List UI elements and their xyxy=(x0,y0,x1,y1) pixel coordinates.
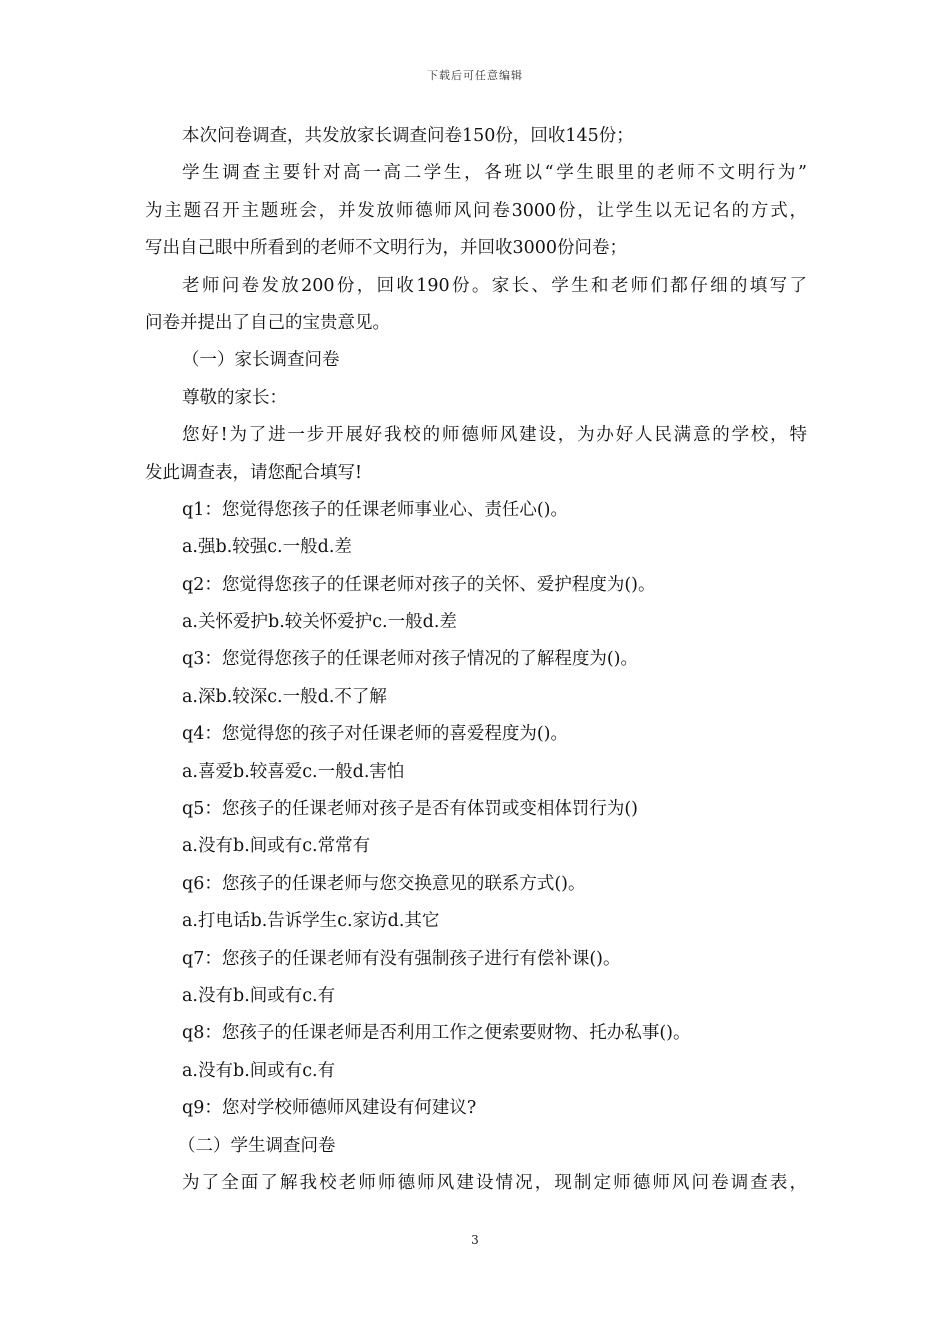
question-line: q3：您觉得您孩子的任课老师对孩子情况的了解程度为()。 xyxy=(182,649,638,670)
text-line: 问卷并提出了自己的宝贵意见。 xyxy=(145,312,390,333)
text-line: 您好!为了进一步开展好我校的师德师风建设，为办好人民满意的学校，特 xyxy=(182,425,807,446)
answer-options: a.没有b.间或有c.有 xyxy=(182,1060,336,1081)
section-heading: （一）家长调查问卷 xyxy=(182,350,340,371)
text-line: 学生调查主要针对高一高二学生，各班以“学生眼里的老师不文明行为” xyxy=(182,163,807,184)
text-line: 发此调查表，请您配合填写! xyxy=(145,462,363,483)
text-line: 本次问卷调查，共发放家长调查问卷150份，回收145份； xyxy=(182,126,634,146)
answer-options: a.深b.较深c.一般d.不了解 xyxy=(182,686,387,707)
answer-options: a.没有b.间或有c.有 xyxy=(182,985,336,1006)
question-line: q4：您觉得您的孩子对任课老师的喜爱程度为()。 xyxy=(182,724,568,745)
question-line: q9：您对学校师德师风建设有何建议? xyxy=(182,1098,477,1119)
question-line: q1：您觉得您孩子的任课老师事业心、责任心()。 xyxy=(182,499,568,520)
question-line: q7：您孩子的任课老师有没有强制孩子进行有偿补课()。 xyxy=(182,948,621,969)
text-line: 尊敬的家长： xyxy=(182,387,287,408)
answer-options: a.强b.较强c.一般d.差 xyxy=(182,537,352,558)
text-line: 为了全面了解我校老师师德师风建设情况，现制定师德师风问卷调查表， xyxy=(182,1172,807,1193)
text-line: 为主题召开主题班会，并发放师德师风问卷3000份，让学生以无记名的方式， xyxy=(145,200,807,221)
page-number: 3 xyxy=(471,1233,479,1247)
question-line: q6：您孩子的任课老师与您交换意见的联系方式()。 xyxy=(182,873,586,894)
question-line: q2：您觉得您孩子的任课老师对孩子的关怀、爱护程度为()。 xyxy=(182,574,656,595)
page-header-note: 下载后可任意编辑 xyxy=(427,69,523,82)
answer-options: a.喜爱b.较喜爱c.一般d.害怕 xyxy=(182,761,405,782)
question-line: q5：您孩子的任课老师对孩子是否有体罚或变相体罚行为() xyxy=(182,799,638,820)
text-line: 老师问卷发放200份，回收190份。家长、学生和老师们都仔细的填写了 xyxy=(182,275,807,296)
text-line: 写出自己眼中所看到的老师不文明行为，并回收3000份问卷； xyxy=(145,238,628,259)
document-body xyxy=(145,118,807,1202)
answer-options: a.关怀爱护b.较关怀爱护c.一般d.差 xyxy=(182,612,457,633)
question-line: q8：您孩子的任课老师是否利用工作之便索要财物、托办私事()。 xyxy=(182,1023,691,1044)
section-heading: （二）学生调查问卷 xyxy=(178,1135,336,1156)
answer-options: a.没有b.间或有c.常常有 xyxy=(182,836,371,857)
answer-options: a.打电话b.告诉学生c.家访d.其它 xyxy=(182,911,440,932)
